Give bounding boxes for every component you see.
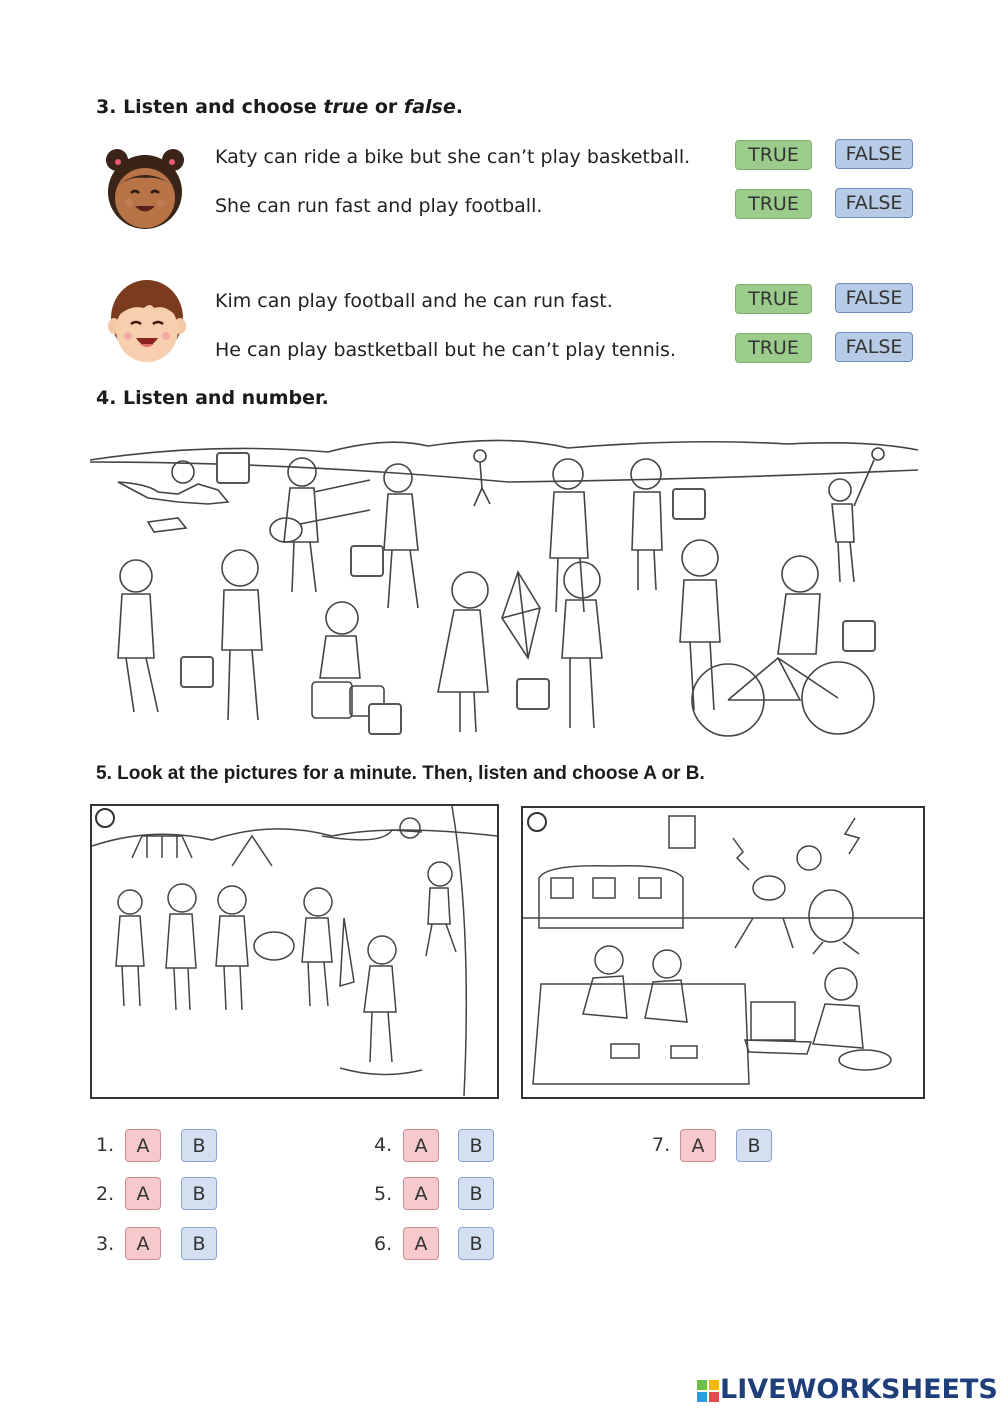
number-box-6[interactable] (516, 678, 550, 710)
answer-b-6[interactable]: B (458, 1227, 494, 1260)
section-3-title (96, 96, 463, 118)
statement-4: He can play bastketball but he can’t play tennis. (215, 339, 677, 361)
answer-a-5[interactable]: A (403, 1177, 439, 1210)
section-3-title-false: false (403, 96, 456, 118)
answer-b-3[interactable]: B (181, 1227, 217, 1260)
false-button-2[interactable]: FALSE (835, 188, 913, 218)
section-3-title-end: . (455, 96, 463, 118)
item-number-4: 4. (374, 1134, 393, 1156)
picture-b-frame (521, 806, 925, 1099)
statement-2: She can run fast and play football. (215, 195, 543, 217)
living-room-illustration (523, 808, 923, 1097)
number-box-5[interactable] (180, 656, 214, 688)
section-3-number: 3. (96, 96, 117, 118)
answer-a-2[interactable]: A (125, 1177, 161, 1210)
number-box-1[interactable] (216, 452, 250, 484)
girl-avatar-icon (100, 146, 190, 232)
statement-3: Kim can play football and he can run fast. (215, 290, 613, 312)
answer-b-5[interactable]: B (458, 1177, 494, 1210)
park-playground-illustration (92, 806, 497, 1097)
true-button-3[interactable]: TRUE (735, 284, 812, 314)
number-box-4[interactable] (842, 620, 876, 652)
section-3-title-or: or (368, 96, 404, 118)
park-scene-illustration (88, 432, 920, 747)
picture-a-radio[interactable] (95, 808, 115, 828)
section-3-title-true: true (323, 96, 369, 118)
statement-1: Katy can ride a bike but she can’t play basketball. (215, 146, 691, 168)
item-number-3: 3. (96, 1233, 115, 1255)
answer-a-6[interactable]: A (403, 1227, 439, 1260)
liveworksheets-logo-icon (697, 1380, 719, 1402)
answer-b-7[interactable]: B (736, 1129, 772, 1162)
item-number-2: 2. (96, 1183, 115, 1205)
number-box-7[interactable] (368, 703, 402, 735)
false-button-4[interactable]: FALSE (835, 332, 913, 362)
liveworksheets-brand: LIVEWORKSHEETS (720, 1374, 998, 1405)
answer-b-1[interactable]: B (181, 1129, 217, 1162)
true-button-4[interactable]: TRUE (735, 333, 812, 363)
picture-b-radio[interactable] (527, 812, 547, 832)
number-box-3[interactable] (350, 545, 384, 577)
item-number-6: 6. (374, 1233, 393, 1255)
answer-a-1[interactable]: A (125, 1129, 161, 1162)
false-button-1[interactable]: FALSE (835, 139, 913, 169)
section-3-title-text: Listen and choose (123, 96, 324, 118)
answer-b-4[interactable]: B (458, 1129, 494, 1162)
answer-b-2[interactable]: B (181, 1177, 217, 1210)
item-number-7: 7. (652, 1134, 671, 1156)
item-number-5: 5. (374, 1183, 393, 1205)
item-number-1: 1. (96, 1134, 115, 1156)
false-button-3[interactable]: FALSE (835, 283, 913, 313)
section-5-title: 5. Look at the pictures for a minute. Then, listen and choose A or B. (96, 763, 705, 784)
number-box-2[interactable] (672, 488, 706, 520)
true-button-2[interactable]: TRUE (735, 189, 812, 219)
answer-a-7[interactable]: A (680, 1129, 716, 1162)
section-4-title: 4. Listen and number. (96, 387, 329, 409)
boy-avatar-icon (106, 278, 188, 366)
picture-a-frame (90, 804, 499, 1099)
true-button-1[interactable]: TRUE (735, 140, 812, 170)
answer-a-4[interactable]: A (403, 1129, 439, 1162)
answer-a-3[interactable]: A (125, 1227, 161, 1260)
